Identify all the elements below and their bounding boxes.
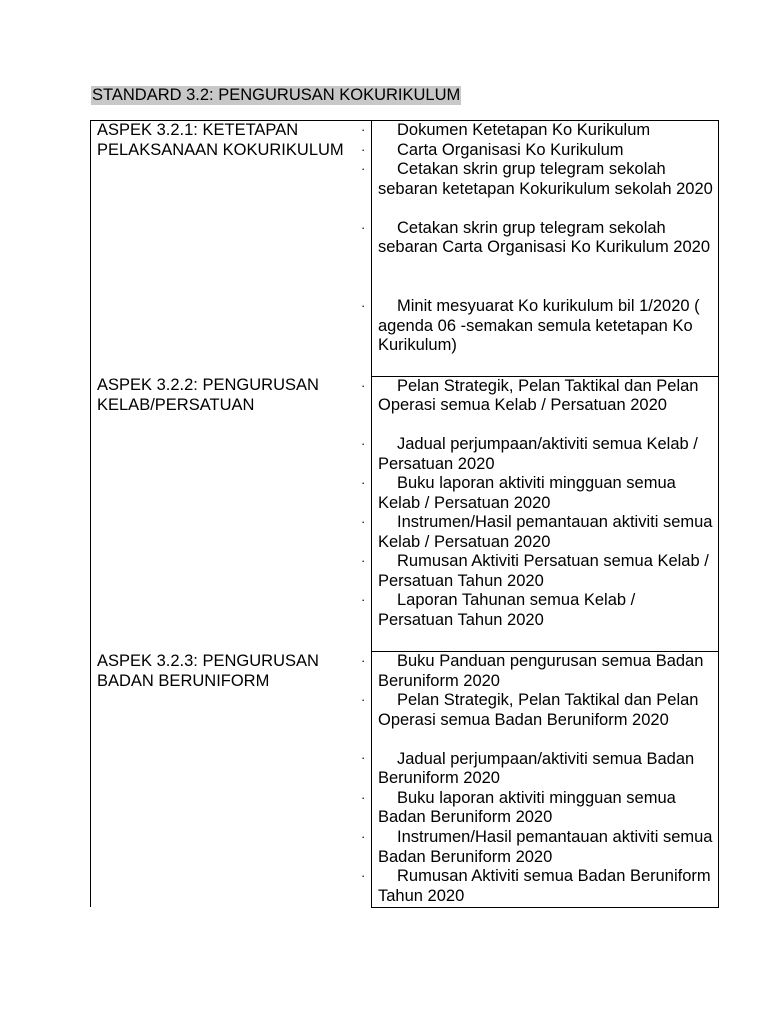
evidence-item: Laporan Tahunan semua Kelab / Persatuan Tahun 2020 <box>378 591 636 629</box>
bullet-mark: · <box>361 161 366 176</box>
bullet-mark: · <box>361 298 366 313</box>
evidence-item: Cetakan skrin grup telegram sekolah sebaran Carta Organisasi Ko Kurikulum 2020 <box>378 218 711 256</box>
evidence-item: Pelan Strategik, Pelan Taktikal dan Pelan Operasi semua Badan Beruniform 2020 <box>378 691 699 729</box>
aspect-3-2-1-label: ASPEK 3.2.1: KETETAPAN PELAKSANAAN KOKURIKULUM <box>97 121 344 159</box>
bullet-mark: · <box>361 514 366 529</box>
bullet-mark: · <box>361 122 366 137</box>
table-frame-left <box>90 120 91 907</box>
bullet-mark: · <box>361 868 366 883</box>
aspect-3-2-2-label: ASPEK 3.2.2: PENGURUSAN KELAB/PERSATUAN <box>97 376 319 414</box>
bullet-mark: · <box>361 220 366 235</box>
evidence-item: Dokumen Ketetapan Ko Kurikulum <box>397 121 651 139</box>
bullet-mark: · <box>361 475 366 490</box>
evidence-item: Buku laporan aktiviti mingguan semua Badan Beruniform 2020 <box>378 788 676 826</box>
evidence-item: Instrumen/Hasil pemantauan aktiviti semua Kelab / Persatuan 2020 <box>378 513 713 551</box>
evidence-item: Pelan Strategik, Pelan Taktikal dan Pelan Operasi semua Kelab / Persatuan 2020 <box>378 376 699 414</box>
evidence-item: Buku laporan aktiviti mingguan semua Kelab / Persatuan 2020 <box>378 474 676 512</box>
evidence-item: Carta Organisasi Ko Kurikulum <box>397 140 624 159</box>
bullet-mark: · <box>361 829 366 844</box>
evidence-item: Buku Panduan pengurusan semua Badan Beruniform 2020 <box>378 652 704 690</box>
bullet-mark: · <box>361 592 366 607</box>
bullet-mark: · <box>361 692 366 707</box>
evidence-item: Rumusan Aktiviti Persatuan semua Kelab / Persatuan Tahun 2020 <box>378 552 709 590</box>
bullet-mark: · <box>361 653 366 668</box>
aspect-3-2-3-label: ASPEK 3.2.3: PENGURUSAN BADAN BERUNIFORM <box>97 652 319 690</box>
bullet-mark: · <box>361 436 366 451</box>
bullet-mark: · <box>361 750 366 765</box>
bullet-mark: · <box>361 378 366 393</box>
evidence-item: Jadual perjumpaan/aktiviti semua Kelab / Persatuan 2020 <box>378 435 698 473</box>
evidence-item: Instrumen/Hasil pemantauan aktiviti semua Badan Beruniform 2020 <box>378 828 713 866</box>
bullet-mark: · <box>361 142 366 157</box>
evidence-item: Jadual perjumpaan/aktiviti semua Badan Beruniform 2020 <box>378 749 695 787</box>
evidence-item: Minit mesyuarat Ko kurikulum bil 1/2020 ( agenda 06 -semakan semula ketetapan Ko Kurikulum) <box>378 297 700 354</box>
evidence-item: Rumusan Aktiviti semua Badan Beruniform Tahun 2020 <box>378 867 711 905</box>
bullet-mark: · <box>361 553 366 568</box>
page-heading: STANDARD 3.2: PENGURUSAN KOKURIKULUM <box>92 86 461 104</box>
bullet-mark: · <box>361 790 366 805</box>
evidence-item: Cetakan skrin grup telegram sekolah sebaran ketetapan Kokurikulum sekolah 2020 <box>378 160 713 198</box>
